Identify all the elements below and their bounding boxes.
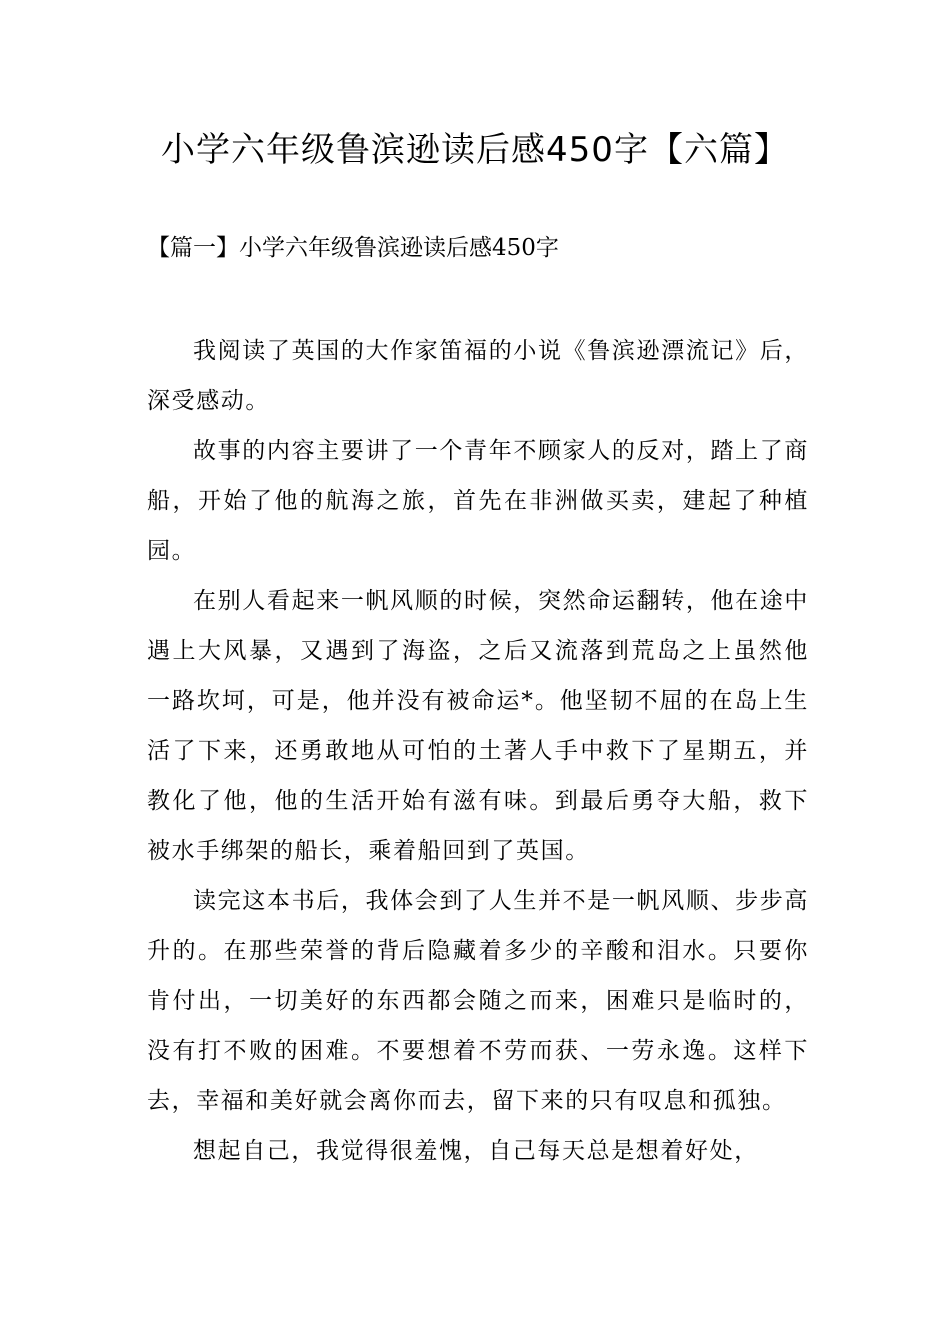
paragraph: 在别人看起来一帆风顺的时候，突然命运翻转，他在途中遇上大风暴，又遇到了海盗，之后又流落到荒岛之上虽然他一路坎坷，可是，他并没有被命运*。他坚韧不屈的在岛上生活了下来，还勇敢地从可怕的土著人手中救下了星期五，并教化了他，他的生活开始有滋有味。到最后勇夺大船，救下被水手绑架的船长，乘着船回到了英国。	[147, 588, 809, 864]
paragraph: 我阅读了英国的大作家笛福的小说《鲁滨逊漂流记》后，深受感动。	[147, 338, 809, 414]
article-body	[147, 326, 809, 1176]
paragraph: 想起自己，我觉得很羞愧，自己每天总是想着好处，	[193, 1138, 759, 1164]
paragraph: 故事的内容主要讲了一个青年不顾家人的反对，踏上了商船，开始了他的航海之旅，首先在非洲做买卖，建起了种植园。	[147, 438, 809, 564]
document-title: 小学六年级鲁滨逊读后感450字【六篇】	[161, 130, 789, 170]
paragraph: 读完这本书后，我体会到了人生并不是一帆风顺、步步高升的。在那些荣誉的背后隐藏着多少的辛酸和泪水。只要你肯付出，一切美好的东西都会随之而来，困难只是临时的，没有打不败的困难。不要想着不劳而获、一劳永逸。这样下去，幸福和美好就会离你而去，留下来的只有叹息和孤独。	[147, 888, 809, 1114]
section-heading: 【篇一】小学六年级鲁滨逊读后感450字	[147, 235, 559, 261]
